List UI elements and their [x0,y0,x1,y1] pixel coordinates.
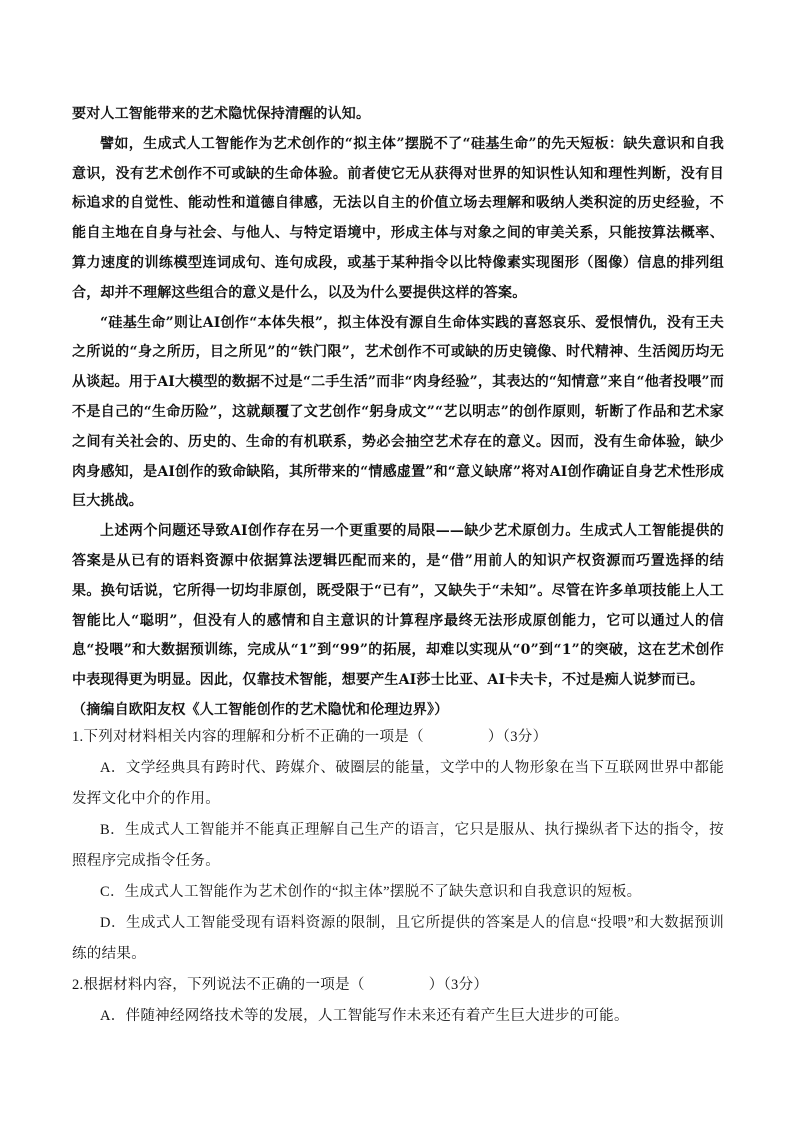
question-2-stem [72,970,724,1001]
passage-paragraph: 譬如，生成式人工智能作为艺术创作的“拟主体”摆脱不了“硅基生命”的先天短板：缺失意识和自我意识，没有艺术创作不可或缺的生命体验。前者使它无从获得对世界的知识性认知和理性判断，没有目标追求的自觉性、能动性和道德自律感，无法以自主的价值立场去理解和吸纳人类积淀的历史经验，不能自主地在自身与社会、与他人、与特定语境中，形成主体与对象之间的审美关系，只能按算法概率、算力速度的训练模型连词成句、连句成段，或基于某种指令以比特像素实现图形（图像）信息的排列组合，却并不理解这些组合的意义是什么，以及为什么要提供这样的答案。 [72,135,724,301]
question-1-option-c: C．生成式人工智能作为艺术创作的“拟主体”摆脱不了缺失意识和自我意识的短板。 [100,884,642,900]
question-2-score: ）（3分） [428,977,489,993]
question-1-score: ）（3分） [487,729,548,745]
question-2-stem-text: 2.根据材料内容，下列说法不正确的一项是（ [72,977,365,993]
question-1-option-a: A．文学经典具有跨时代、跨媒介、破圈层的能量，文学中的人物形象在当下互联网世界中都能发挥文化中介的作用。 [72,760,724,807]
passage-paragraph: 要对人工智能带来的艺术隐忧保持清醒的认知。 [72,106,371,122]
question-2-option-a: A．伴随神经网络技术等的发展，人工智能写作未来还有着产生巨大进步的可能。 [100,1008,629,1024]
question-1-option-d: D．生成式人工智能受现有语料资源的限制，且它所提供的答案是人的信息“投喂”和大数据预训练的结果。 [72,915,724,962]
question-section [72,722,724,1032]
passage-paragraph: “硅基生命”则让AI创作“本体失根”，拟主体没有源自生命体实践的喜怒哀乐、爱恨情仇，没有王夫之所说的“身之所历，目之所见”的“铁门限”，艺术创作不可或缺的历史镜像、时代精神、生活阅历均无从谈起。用于AI大模型的数据不过是“二手生活”而非“肉身经验”，其表达的“知情意”来自“他者投喂”而不是自己的“生命历险”，这就颠覆了文艺创作“躬身成文”“艺以明志”的创作原则，斩断了作品和艺术家之间有关社会的、历史的、生命的有机联系，势必会抽空艺术存在的意义。因而，没有生命体验，缺少肉身感知，是AI创作的致命缺陷，其所带来的“情感虚置”和“意义缺席”将对AI创作确证自身艺术性形成巨大挑战。 [72,314,724,510]
passage-paragraph: 上述两个问题还导致AI创作存在另一个更重要的局限——缺少艺术原创力。生成式人工智能提供的答案是从已有的语料资源中依据算法逻辑匹配而来的，是“借”用前人的知识产权资源而巧置选择的结果。换句话说，它所得一切均非原创，既受限于“已有”，又缺失于“未知”。尽管在许多单项技能上人工智能比人“聪明”，但没有人的感情和自主意识的计算程序最终无法形成原创能力，它可以通过人的信息“投喂”和大数据预训练，完成从“1”到“99”的拓展，却难以实现从“0”到“1”的突破，这在艺术创作中表现得更为明显。因此，仅靠技术智能，想要产生AI莎士比亚、AI卡夫卡，不过是痴人说梦而已。 [72,523,724,689]
passage-source: （摘编自欧阳友权《人工智能创作的艺术隐忧和伦理边界》） [72,701,449,718]
question-1-stem-text: 1.下列对材料相关内容的理解和分析不正确的一项是（ [72,729,424,745]
question-1-stem [72,722,724,753]
reading-passage [72,100,724,726]
question-1-option-b: B．生成式人工智能并不能真正理解自己生产的语言，它只是服从、执行操纵者下达的指令，按照程序完成指令任务。 [72,822,724,869]
